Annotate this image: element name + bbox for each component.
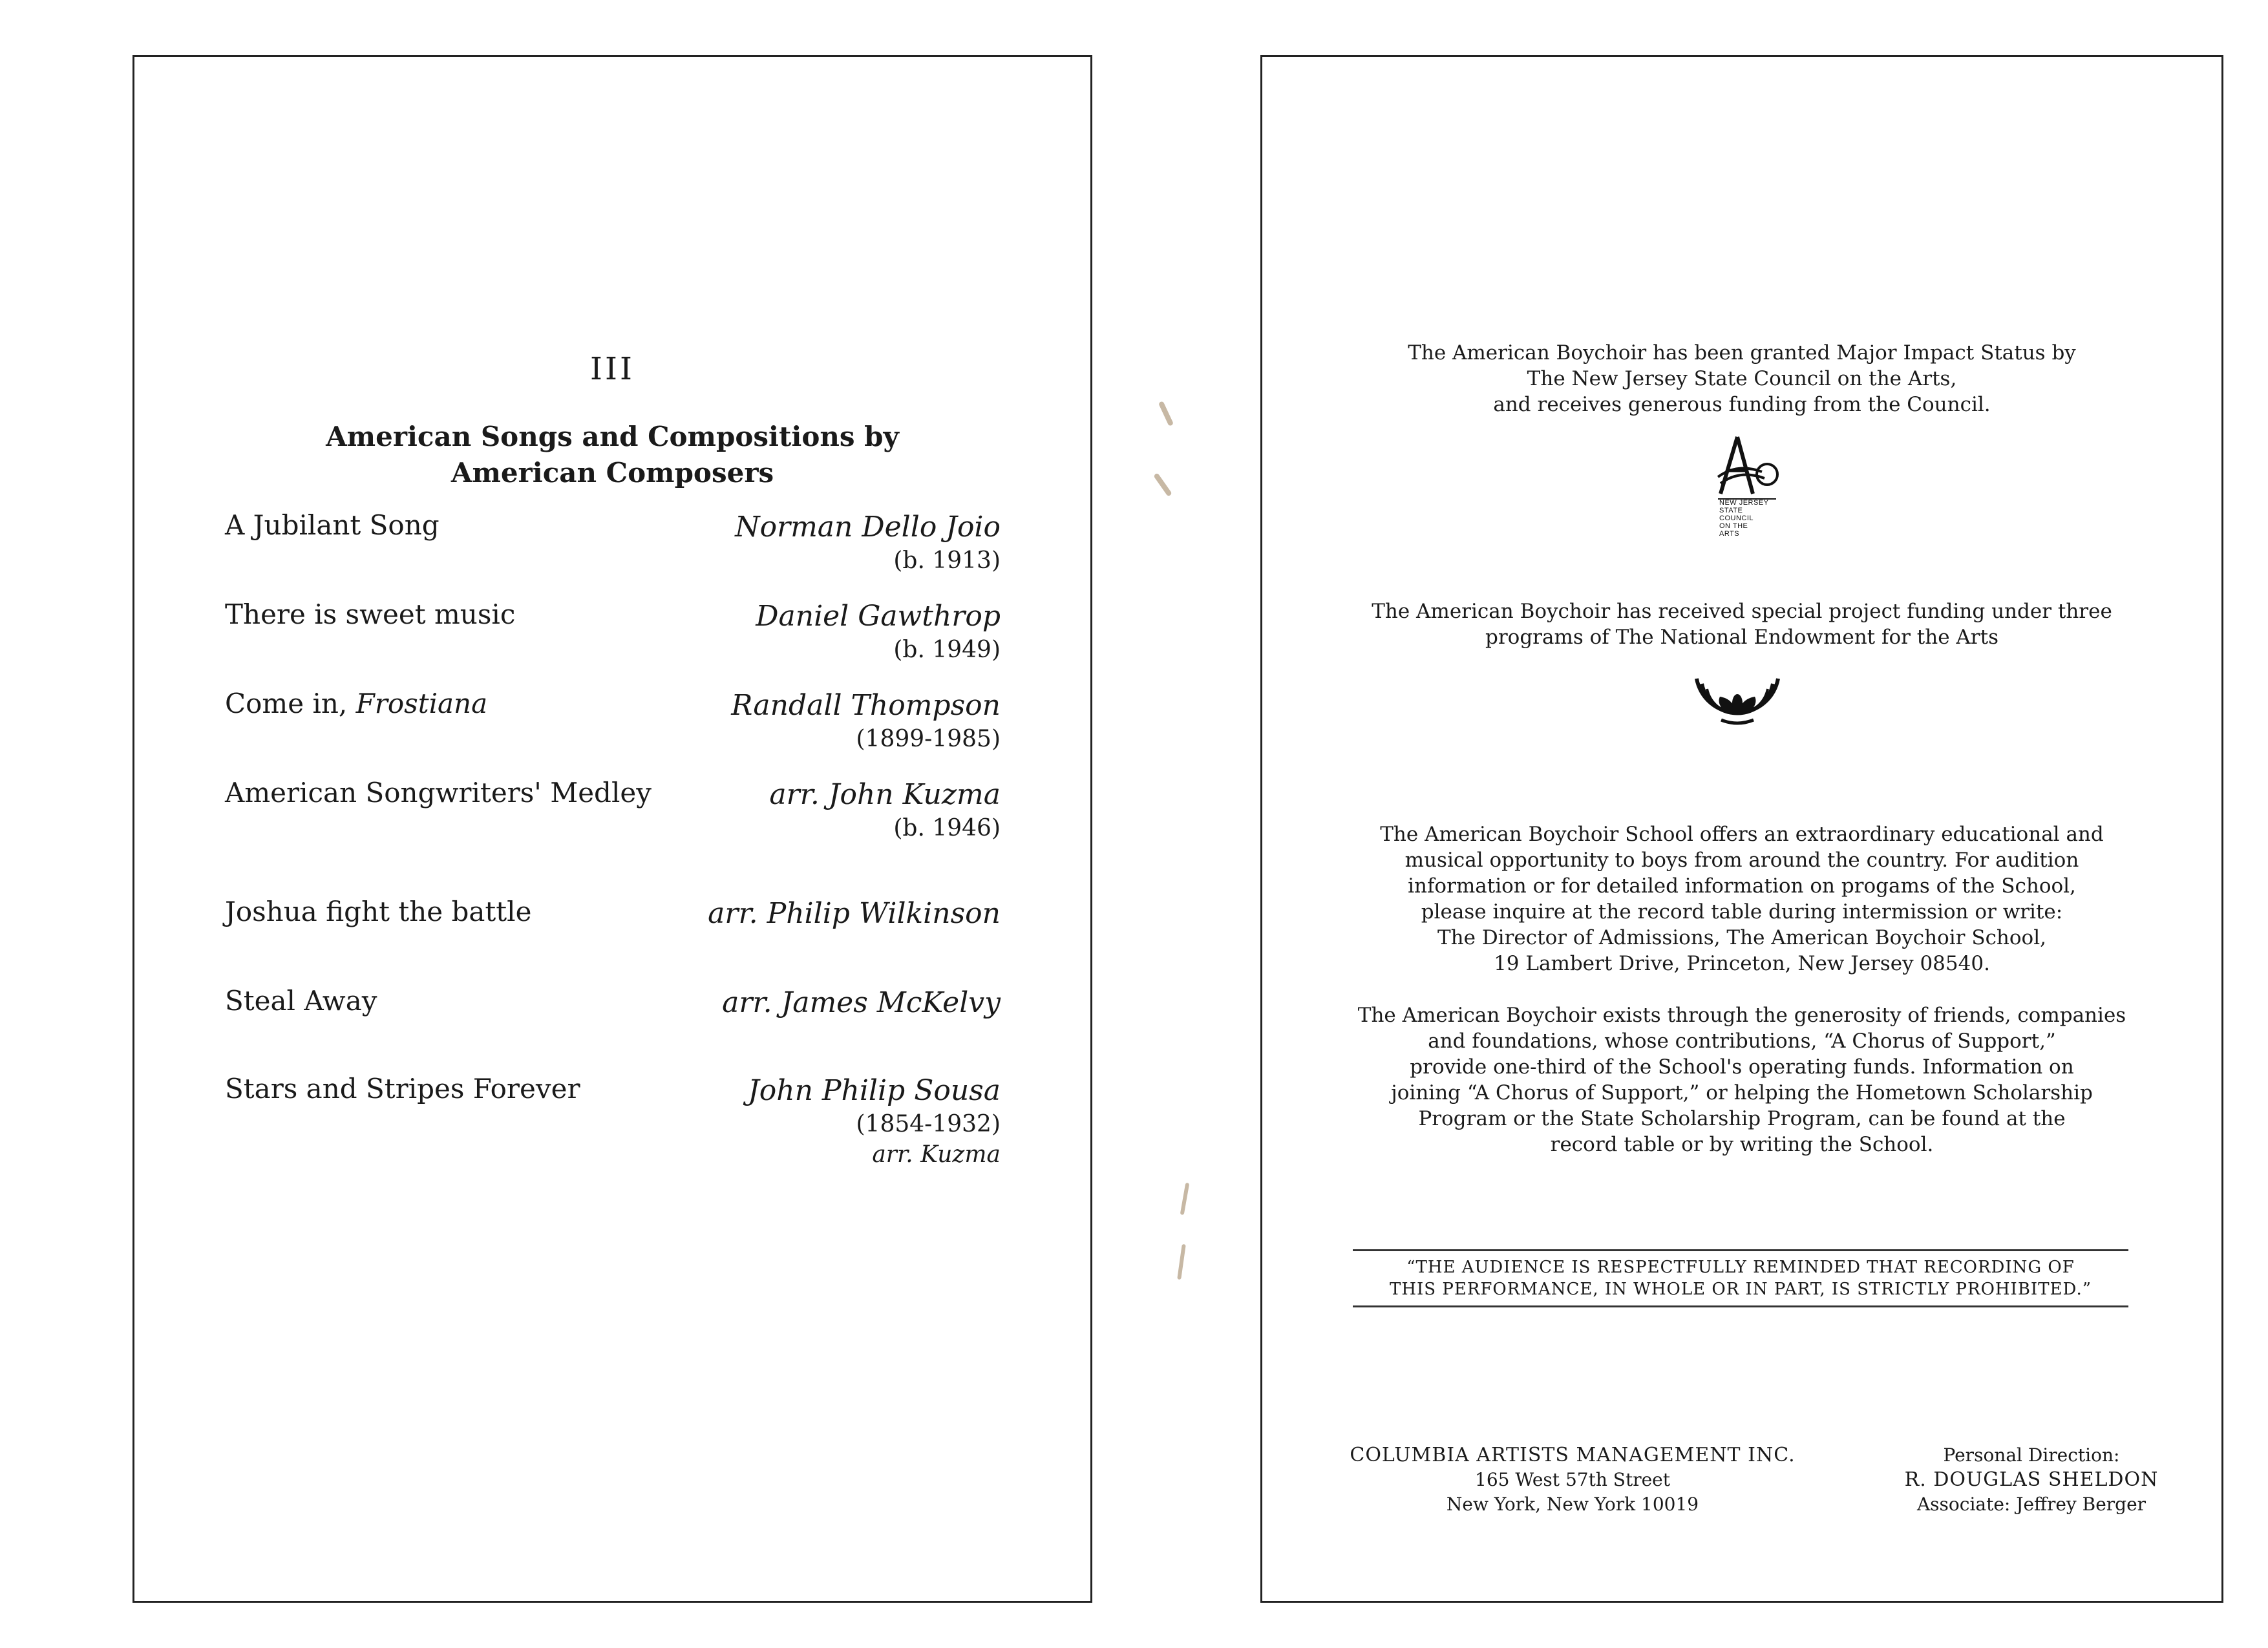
piece-title: Steal Away bbox=[225, 985, 377, 1017]
scan-mark bbox=[1158, 401, 1174, 427]
composer-name: arr. Philip Wilkinson bbox=[708, 897, 1001, 930]
composer-dates: (1854-1932) bbox=[856, 1111, 1001, 1137]
piece-title: Stars and Stripes Forever bbox=[225, 1073, 580, 1104]
nj-state-council-logo bbox=[1712, 432, 1802, 555]
piece-title: A Jubilant Song bbox=[225, 509, 440, 541]
management-address: COLUMBIA ARTISTS MANAGEMENT INC. 165 West 57th Street New York, New York 10019 bbox=[1350, 1444, 1796, 1515]
section-title: American Songs and Compositions by American Composers bbox=[326, 421, 899, 489]
composer-name: John Philip Sousa bbox=[748, 1074, 1001, 1107]
support-notice: The American Boychoir exists through the generosity of friends, companies and foundations, whose contributions, “A Chorus of Support,” provide one-third of the School's operating funds. Information on joining “A Chorus of Support,” or helping the Hometown Scholarship Program or the State Scholarship Program, can be found at the record table or by writing the School. bbox=[1357, 1004, 2126, 1156]
nj-logo-caption: NEW JERSEY STATE COUNCIL ON THE ARTS bbox=[1719, 499, 1769, 538]
nj-council-icon bbox=[1712, 432, 1802, 503]
nea-notice: The American Boychoir has received special project funding under three programs of The National Endowment for the Arts bbox=[1372, 600, 2112, 649]
composer-dates: (b. 1946) bbox=[893, 815, 1001, 841]
personal-direction: Personal Direction: R. DOUGLAS SHELDON Associate: Jeffrey Berger bbox=[1904, 1444, 2159, 1515]
nea-emblem-icon bbox=[1689, 664, 1786, 748]
composer-dates: (b. 1913) bbox=[893, 547, 1001, 574]
arranger-note: arr. Kuzma bbox=[872, 1141, 1001, 1168]
composer-block bbox=[769, 777, 1001, 844]
composer-name: arr. James McKelvy bbox=[722, 986, 1001, 1019]
scan-mark bbox=[1177, 1244, 1186, 1280]
council-notice: The American Boychoir has been granted Major Impact Status by The New Jersey State Council on the Arts, and receives generous funding from the Council. bbox=[1408, 341, 2076, 416]
composer-name: Daniel Gawthrop bbox=[756, 600, 1001, 633]
piece-title: Come in, Frostiana bbox=[225, 688, 488, 719]
composer-dates: (b. 1949) bbox=[893, 637, 1001, 663]
nea-logo bbox=[1689, 664, 1786, 748]
composer-name: Norman Dello Joio bbox=[735, 511, 1001, 544]
composer-block bbox=[708, 896, 1001, 932]
scan-mark bbox=[1180, 1183, 1190, 1215]
information-page bbox=[1260, 55, 2223, 1603]
section-numeral: III bbox=[590, 351, 635, 387]
piece-title: American Songwriters' Medley bbox=[225, 777, 652, 808]
piece-title: There is sweet music bbox=[225, 598, 516, 630]
composer-block bbox=[748, 1073, 1001, 1170]
composer-block bbox=[756, 598, 1001, 666]
composer-name: Randall Thompson bbox=[731, 689, 1001, 722]
program-page bbox=[132, 55, 1092, 1603]
composer-block bbox=[735, 509, 1001, 576]
composer-block bbox=[731, 688, 1001, 755]
scan-mark bbox=[1153, 472, 1172, 496]
composer-dates: (1899-1985) bbox=[856, 726, 1001, 752]
composer-name: arr. John Kuzma bbox=[769, 778, 1001, 811]
composer-block bbox=[722, 985, 1001, 1021]
piece-title-italic: Frostiana bbox=[355, 688, 488, 719]
recording-prohibited-notice: “THE AUDIENCE IS RESPECTFULLY REMINDED THAT RECORDING OF THIS PERFORMANCE, IN WHOLE OR IN PART, IS STRICTLY PROHIBITED.” bbox=[1353, 1249, 2128, 1307]
school-notice: The American Boychoir School offers an extraordinary educational and musical opportunity to boys from around the country. For audition information or for detailed information on progams of the School, please inquire at the record table during intermission or write: The Director of Admissions, The American Boychoir School, 19 Lambert Drive, Princeton, New Jersey 08540. bbox=[1380, 823, 2104, 975]
piece-title: Joshua fight the battle bbox=[225, 896, 532, 927]
